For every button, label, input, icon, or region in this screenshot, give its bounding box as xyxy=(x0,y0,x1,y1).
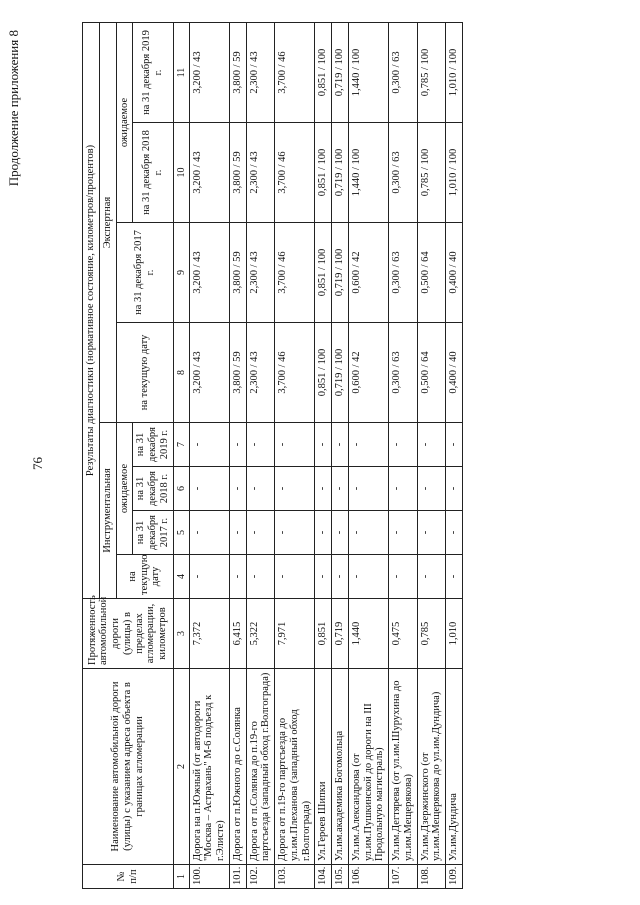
instr-current-value: - xyxy=(246,555,275,599)
table-row xyxy=(417,23,446,889)
instr-current-value: - xyxy=(315,555,332,599)
instr-2018-value: - xyxy=(348,467,388,511)
column-number: 5 xyxy=(173,511,189,555)
header-exp-2019: на 31 декабря 2019 г. xyxy=(133,23,173,123)
diagnostics-table xyxy=(82,22,463,889)
instr-2018-value: - xyxy=(275,467,315,511)
instr-2019-value: - xyxy=(332,423,349,467)
header-diagnostics-results: Результаты диагностики (нормативное состояние, километров/процентов) xyxy=(83,23,100,599)
header-length: Протяженность автомобильной дороги (улицы) в пределах агломерации, километров xyxy=(83,599,174,669)
expert-current-value: 3,700 / 46 xyxy=(275,323,315,423)
header-exp-current: на текущую дату xyxy=(116,323,173,423)
instr-current-value: - xyxy=(189,555,229,599)
appendix-caption: Продолжение приложения 8 xyxy=(6,30,21,187)
instr-current-value: - xyxy=(417,555,446,599)
expert-2017-value: 0,719 / 100 xyxy=(332,223,349,323)
page-number: 76 xyxy=(30,457,45,470)
instr-2019-value: - xyxy=(246,423,275,467)
column-number: 9 xyxy=(173,223,189,323)
road-length: 5,322 xyxy=(246,599,275,669)
table-row xyxy=(275,23,315,889)
instr-current-value: - xyxy=(348,555,388,599)
header-expert: Экспертная xyxy=(99,23,116,423)
instr-2018-value: - xyxy=(315,467,332,511)
instr-2017-value: - xyxy=(417,511,446,555)
header-exp-2018: на 31 декабря 2018 г. xyxy=(133,123,173,223)
expert-2019-value: 2,300 / 43 xyxy=(246,23,275,123)
column-number: 11 xyxy=(173,23,189,123)
expert-2019-value: 0,785 / 100 xyxy=(417,23,446,123)
row-number: 105. xyxy=(332,865,349,889)
instr-2018-value: - xyxy=(229,467,246,511)
expert-2017-value: 2,300 / 43 xyxy=(246,223,275,323)
expert-2019-value: 3,700 / 46 xyxy=(275,23,315,123)
column-number: 2 xyxy=(173,669,189,865)
instr-2018-value: - xyxy=(417,467,446,511)
instr-current-value: - xyxy=(229,555,246,599)
road-length: 1,440 xyxy=(348,599,388,669)
instr-2018-value: - xyxy=(246,467,275,511)
instr-2018-value: - xyxy=(446,467,463,511)
table-row xyxy=(246,23,275,889)
expert-current-value: 2,300 / 43 xyxy=(246,323,275,423)
expert-2018-value: 3,700 / 46 xyxy=(275,123,315,223)
expert-2019-value: 3,800 / 59 xyxy=(229,23,246,123)
expert-2017-value: 0,400 / 40 xyxy=(446,223,463,323)
expert-2017-value: 3,700 / 46 xyxy=(275,223,315,323)
road-length: 7,971 xyxy=(275,599,315,669)
instr-2017-value: - xyxy=(315,511,332,555)
expert-2019-value: 0,851 / 100 xyxy=(315,23,332,123)
road-name: Дорога на п.Южный (от автодороги "Москва – Астрахань" М-6 подъезд к г.Элисте) xyxy=(189,669,229,865)
table-header xyxy=(83,23,190,889)
expert-2017-value: 3,800 / 59 xyxy=(229,223,246,323)
road-name: Дорога от п.19-го партсъезда до ул.им.Плеханова (западный обход г.Волгограда) xyxy=(275,669,315,865)
instr-2019-value: - xyxy=(275,423,315,467)
row-number: 109. xyxy=(446,865,463,889)
row-number: 101. xyxy=(229,865,246,889)
expert-2019-value: 3,200 / 43 xyxy=(189,23,229,123)
road-length: 0,719 xyxy=(332,599,349,669)
road-length: 6,415 xyxy=(229,599,246,669)
column-number-row xyxy=(173,23,189,889)
table-body xyxy=(189,23,462,889)
instr-2019-value: - xyxy=(189,423,229,467)
expert-2018-value: 3,200 / 43 xyxy=(189,123,229,223)
expert-2018-value: 3,800 / 59 xyxy=(229,123,246,223)
instr-2019-value: - xyxy=(315,423,332,467)
header-instr-2019: на 31 декабря 2019 г. xyxy=(133,423,173,467)
instr-2017-value: - xyxy=(446,511,463,555)
column-number: 1 xyxy=(173,865,189,889)
table-row xyxy=(189,23,229,889)
header-exp-expected: ожидаемое xyxy=(116,23,133,223)
expert-2018-value: 0,719 / 100 xyxy=(332,123,349,223)
expert-2017-value: 0,851 / 100 xyxy=(315,223,332,323)
header-exp-2017: на 31 декабря 2017 г. xyxy=(116,223,173,323)
expert-2018-value: 0,300 / 63 xyxy=(389,123,418,223)
column-number: 3 xyxy=(173,599,189,669)
header-instrumental: Инструментальная xyxy=(99,423,116,599)
expert-current-value: 0,400 / 40 xyxy=(446,323,463,423)
table-row xyxy=(348,23,388,889)
instr-2018-value: - xyxy=(332,467,349,511)
instr-2017-value: - xyxy=(389,511,418,555)
column-number: 7 xyxy=(173,423,189,467)
expert-2018-value: 1,440 / 100 xyxy=(348,123,388,223)
header-instr-2017: на 31 декабря 2017 г. xyxy=(133,511,173,555)
instr-2017-value: - xyxy=(332,511,349,555)
road-name: Дорога от п.Южного до с.Солянка xyxy=(229,669,246,865)
expert-2019-value: 0,719 / 100 xyxy=(332,23,349,123)
header-instr-2018: на 31 декабря 2018 г. xyxy=(133,467,173,511)
expert-2019-value: 0,300 / 63 xyxy=(389,23,418,123)
expert-2018-value: 2,300 / 43 xyxy=(246,123,275,223)
expert-current-value: 0,719 / 100 xyxy=(332,323,349,423)
instr-2019-value: - xyxy=(389,423,418,467)
instr-2019-value: - xyxy=(229,423,246,467)
road-name: Ул.им.Дегтярева (от ул.им.Шурухина до ул.им.Мещерякова) xyxy=(389,669,418,865)
row-number: 102. xyxy=(246,865,275,889)
expert-2019-value: 1,010 / 100 xyxy=(446,23,463,123)
road-name: Ул.им.Дундича xyxy=(446,669,463,865)
row-number: 104. xyxy=(315,865,332,889)
expert-2018-value: 0,785 / 100 xyxy=(417,123,446,223)
expert-2017-value: 0,300 / 63 xyxy=(389,223,418,323)
row-number: 107. xyxy=(389,865,418,889)
header-instr-expected: ожидаемое xyxy=(116,423,133,555)
expert-2017-value: 3,200 / 43 xyxy=(189,223,229,323)
road-name: Ул.им.Дзержинского (от ул.им.Мещерякова до ул.им.Дундича) xyxy=(417,669,446,865)
expert-2018-value: 1,010 / 100 xyxy=(446,123,463,223)
instr-current-value: - xyxy=(446,555,463,599)
instr-2019-value: - xyxy=(417,423,446,467)
table-row xyxy=(389,23,418,889)
expert-current-value: 0,300 / 63 xyxy=(389,323,418,423)
instr-current-value: - xyxy=(275,555,315,599)
expert-2018-value: 0,851 / 100 xyxy=(315,123,332,223)
expert-2017-value: 0,500 / 64 xyxy=(417,223,446,323)
row-number: 106. xyxy=(348,865,388,889)
expert-current-value: 0,600 / 42 xyxy=(348,323,388,423)
instr-2017-value: - xyxy=(189,511,229,555)
instr-2017-value: - xyxy=(246,511,275,555)
table-row xyxy=(315,23,332,889)
column-number: 4 xyxy=(173,555,189,599)
header-num: № п/п xyxy=(83,865,174,889)
table-row xyxy=(332,23,349,889)
expert-current-value: 3,800 / 59 xyxy=(229,323,246,423)
instr-2019-value: - xyxy=(446,423,463,467)
instr-2017-value: - xyxy=(348,511,388,555)
header-instr-current: на текущую дату xyxy=(116,555,173,599)
expert-2017-value: 0,600 / 42 xyxy=(348,223,388,323)
column-number: 6 xyxy=(173,467,189,511)
expert-current-value: 0,500 / 64 xyxy=(417,323,446,423)
instr-current-value: - xyxy=(332,555,349,599)
column-number: 10 xyxy=(173,123,189,223)
instr-2017-value: - xyxy=(275,511,315,555)
table-row xyxy=(229,23,246,889)
instr-2018-value: - xyxy=(389,467,418,511)
road-length: 1,010 xyxy=(446,599,463,669)
road-length: 0,785 xyxy=(417,599,446,669)
row-number: 103. xyxy=(275,865,315,889)
road-length: 0,851 xyxy=(315,599,332,669)
instr-current-value: - xyxy=(389,555,418,599)
road-name: Дорога от п.Солянка до п.19-го партсъезда (западный обход г.Волгограда) xyxy=(246,669,275,865)
road-name: Ул.им.академика Богомольца xyxy=(332,669,349,865)
instr-2019-value: - xyxy=(348,423,388,467)
instr-2018-value: - xyxy=(189,467,229,511)
road-name: Ул.им.Александрова (от ул.им.Пушкинской до дороги на III Продольную магистраль) xyxy=(348,669,388,865)
table-row xyxy=(446,23,463,889)
instr-2017-value: - xyxy=(229,511,246,555)
column-number: 8 xyxy=(173,323,189,423)
header-road-name: Наименование автомобильной дороги (улицы) с указанием адреса объекта в границах агломерации xyxy=(83,669,174,865)
row-number: 108. xyxy=(417,865,446,889)
expert-2019-value: 1,440 / 100 xyxy=(348,23,388,123)
expert-current-value: 3,200 / 43 xyxy=(189,323,229,423)
road-name: Ул.Героев Шипки xyxy=(315,669,332,865)
road-length: 0,475 xyxy=(389,599,418,669)
expert-current-value: 0,851 / 100 xyxy=(315,323,332,423)
row-number: 100. xyxy=(189,865,229,889)
road-length: 7,372 xyxy=(189,599,229,669)
